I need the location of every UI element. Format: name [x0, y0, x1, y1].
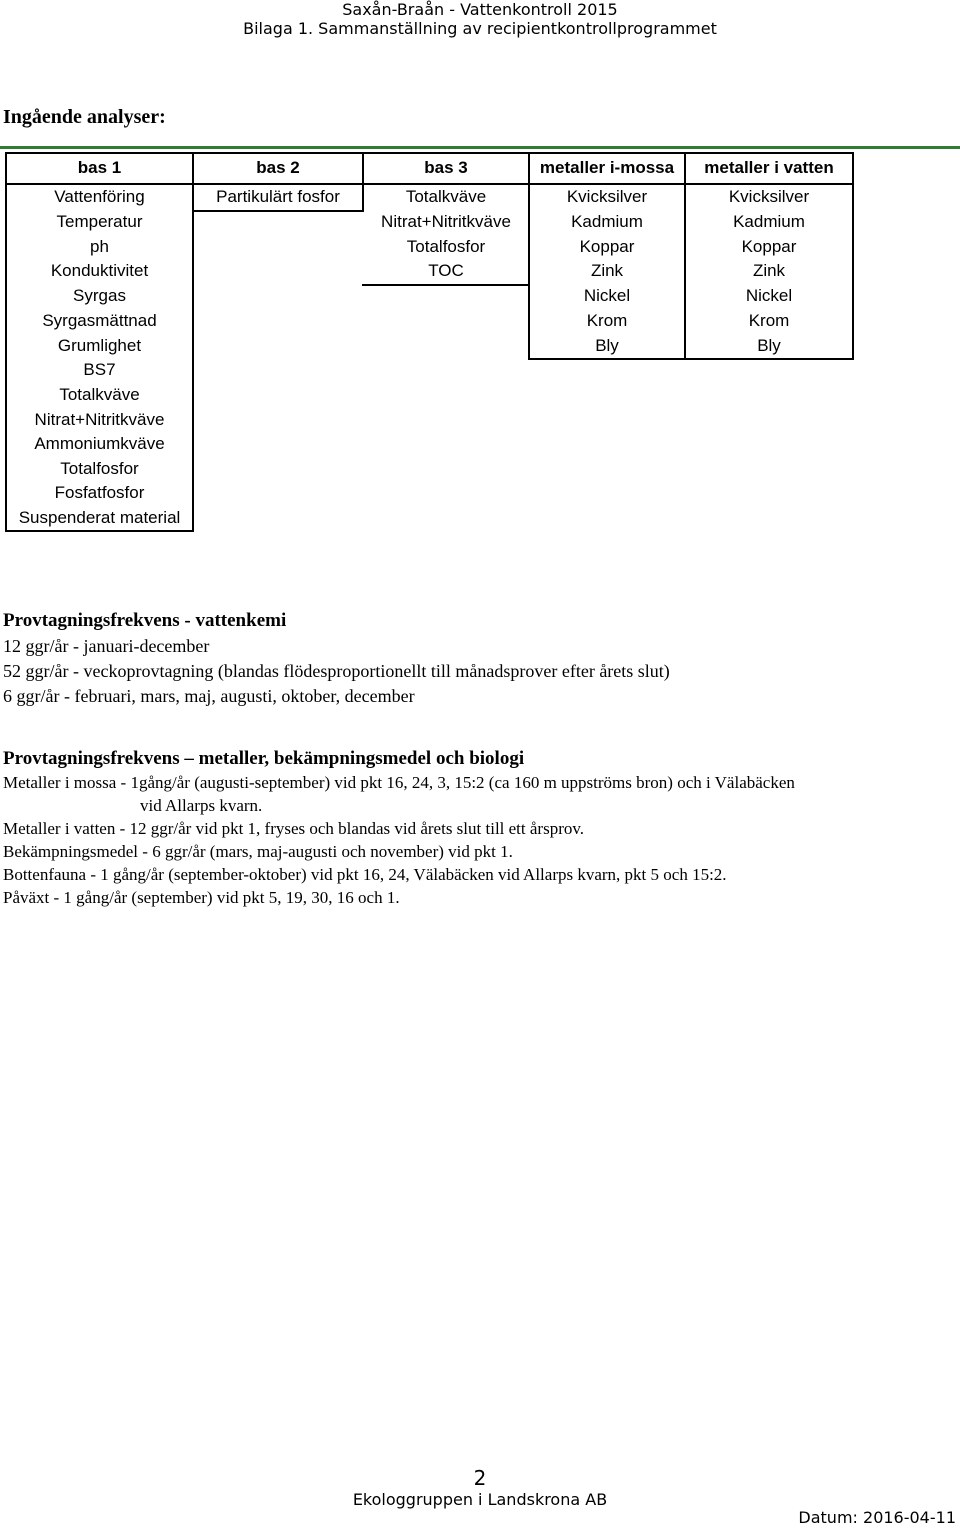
bas2-item: Partikulärt fosfor [216, 187, 340, 206]
accent-divider [0, 146, 960, 149]
mossa-item: Nickel [583, 286, 631, 305]
col5-right-border [852, 152, 854, 360]
vatten-item: Kadmium [733, 212, 805, 231]
col1-bottom-border [5, 530, 193, 532]
page-number: 2 [473, 1466, 487, 1490]
bas1-item: Syrgas [73, 286, 126, 305]
document-subtitle: Bilaga 1. Sammanställning av recipientkontrollprogrammet [243, 19, 717, 38]
metals-bottom-border [528, 358, 854, 360]
bas3-item: Totalkväve [405, 187, 487, 206]
company-name: Ekologgruppen i Landskrona AB [352, 1490, 608, 1509]
vatten-item: Zink [752, 261, 786, 280]
freq-metaller-line: Metaller i vatten - 12 ggr/år vid pkt 1, fryses och blandas vid årets slut till ett årsprov. [3, 819, 585, 838]
bas1-item: Ammoniumkväve [34, 434, 165, 453]
freq-metaller-line: Påväxt - 1 gång/år (september) vid pkt 5, 19, 30, 16 och 1. [3, 888, 400, 907]
bas3-item: TOC [428, 261, 464, 280]
col1-right-border [192, 152, 194, 532]
freq-vattenkemi-title: Provtagningsfrekvens - vattenkemi [3, 610, 287, 631]
bas3-item: Totalfosfor [406, 237, 486, 256]
table-top-border [5, 152, 854, 154]
header-bas1: bas 1 [77, 158, 122, 177]
header-metaller-mossa: metaller i-mossa [539, 158, 675, 177]
vatten-item: Krom [748, 311, 790, 330]
bas1-item: Syrgasmättnad [42, 311, 157, 330]
bas1-item: Vattenföring [54, 187, 145, 206]
document-date: Datum: 2016-04-11 [798, 1508, 956, 1527]
header-bas2: bas 2 [256, 158, 300, 177]
freq-vattenkemi-line: 12 ggr/år - januari-december [3, 636, 210, 656]
bas1-item: BS7 [83, 360, 116, 379]
document-title: Saxån-Braån - Vattenkontroll 2015 [342, 0, 618, 19]
freq-vattenkemi-line: 6 ggr/år - februari, mars, maj, augusti, oktober, december [3, 686, 415, 706]
mossa-item: Bly [595, 336, 619, 355]
section-title: Ingående analyser: [3, 106, 166, 128]
freq-metaller-title: Provtagningsfrekvens – metaller, bekämpningsmedel och biologi [3, 748, 525, 769]
vatten-item: Bly [757, 336, 781, 355]
header-bas3: bas 3 [424, 158, 468, 177]
col3-bottom-border [362, 284, 528, 286]
mossa-item: Zink [590, 261, 624, 280]
bas1-item: Totalfosfor [60, 459, 139, 478]
bas1-item: Konduktivitet [50, 261, 149, 280]
freq-metaller-line: Metaller i mossa - 1gång/år (augusti-september) vid pkt 16, 24, 3, 15:2 (ca 160 m uppströms bron) och i Välabäcken [3, 773, 795, 792]
vatten-item: Nickel [745, 286, 793, 305]
bas3-item: Nitrat+Nitritkväve [381, 212, 511, 231]
bas1-item: ph [90, 237, 109, 256]
freq-metaller-line: Bottenfauna - 1 gång/år (september-oktober) vid pkt 16, 24, Välabäcken vid Allarps kvarn, pkt 5 och 15:2. [3, 865, 727, 884]
header-bottom-border [5, 183, 854, 185]
mossa-item: Kadmium [571, 212, 643, 231]
mossa-item: Kvicksilver [566, 187, 648, 206]
col2-bottom-border [192, 210, 362, 212]
vatten-item: Kvicksilver [728, 187, 810, 206]
freq-vattenkemi-line: 52 ggr/år - veckoprovtagning (blandas flödesproportionellt till månadsprover efter årets slut) [3, 661, 670, 681]
header-metaller-vatten: metaller i vatten [704, 158, 834, 177]
freq-metaller-line: Bekämpningsmedel - 6 ggr/år (mars, maj-augusti och november) vid pkt 1. [3, 842, 513, 861]
freq-metaller-line: vid Allarps kvarn. [140, 796, 263, 815]
bas1-item: Suspenderat material [18, 508, 181, 527]
vatten-item: Koppar [741, 237, 797, 256]
bas1-item: Fosfatfosfor [54, 483, 145, 502]
bas1-item: Temperatur [56, 212, 143, 231]
mossa-item: Koppar [579, 237, 635, 256]
bas1-item: Totalkväve [59, 385, 140, 404]
bas1-item: Nitrat+Nitritkväve [34, 410, 165, 429]
mossa-item: Krom [586, 311, 628, 330]
bas1-item: Grumlighet [57, 336, 142, 355]
